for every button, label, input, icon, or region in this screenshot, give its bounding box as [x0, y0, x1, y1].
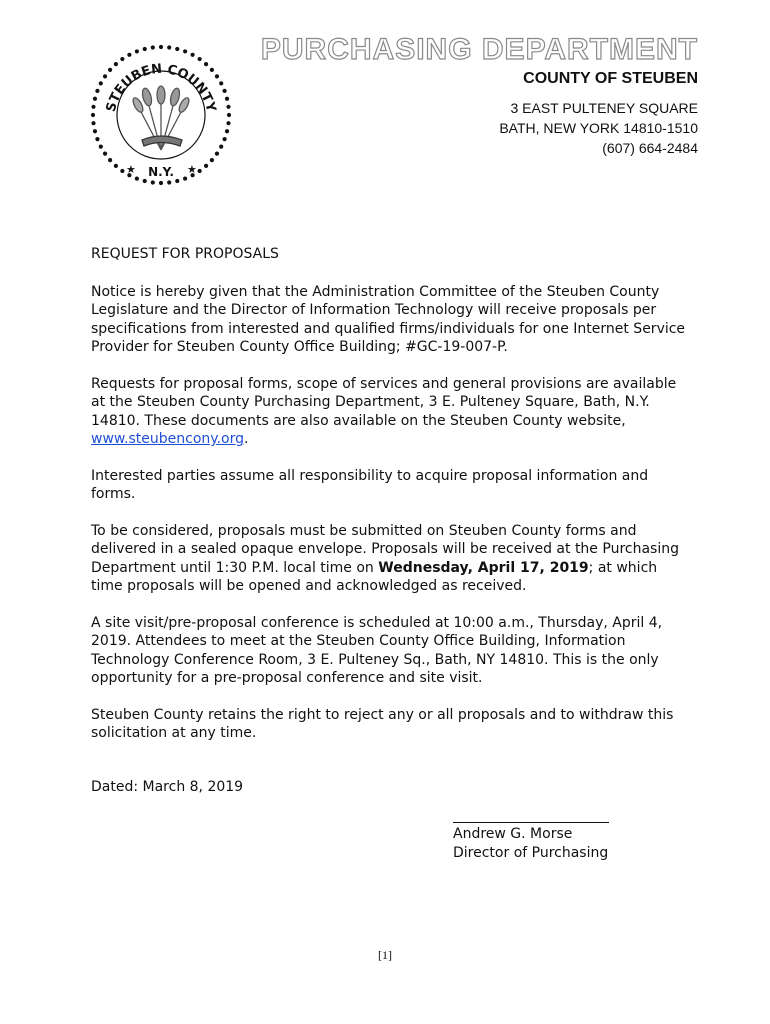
seal-dot [91, 113, 95, 117]
seal-dot [114, 164, 118, 168]
department-title: PURCHASING DEPARTMENT [260, 33, 698, 66]
seal-dot [226, 105, 230, 109]
county-name: COUNTY OF STEUBEN [523, 70, 698, 87]
paragraph-submission-start: To be considered, proposals must be submitted on Steuben County forms and delivered in a sealed opaque envelope. Proposals will be received at the Purchasing Department until 1:30 P.M. local time on [91, 522, 679, 576]
seal-dot [183, 49, 187, 53]
wheat-sheaf-icon [131, 86, 191, 150]
paragraph-submission [91, 522, 691, 596]
document-body [91, 245, 691, 814]
seal-dot [219, 81, 223, 85]
seal-dot [167, 180, 171, 184]
seal-dot [227, 113, 231, 117]
signature-line [453, 822, 609, 823]
seal-dot [93, 129, 97, 133]
document-heading: REQUEST FOR PROPOSALS [91, 246, 279, 262]
seal-dot [99, 81, 103, 85]
signatory-name: Andrew G. Morse [453, 826, 573, 842]
seal-dot [226, 121, 230, 125]
seal-dot [135, 49, 139, 53]
seal-dot [219, 145, 223, 149]
seal-dot [93, 97, 97, 101]
seal-dot [103, 152, 107, 156]
seal-dot [204, 62, 208, 66]
seal-dot [222, 137, 226, 141]
seal-dot [215, 74, 219, 78]
seal-dot [151, 45, 155, 49]
seal-dot [108, 158, 112, 162]
seal-bottom-text: N.Y. [148, 165, 174, 179]
seal-dot [91, 105, 95, 109]
dated-line: Dated: March 8, 2019 [91, 778, 244, 795]
seal-dot [225, 97, 229, 101]
seal-dot [91, 121, 95, 125]
seal-dot [183, 176, 187, 180]
phone-number: (607) 664-2484 [602, 140, 698, 156]
seal-dot [95, 89, 99, 93]
seal-dot [215, 152, 219, 156]
website-link[interactable]: www.steubencony.org [91, 431, 244, 447]
seal-dot [175, 47, 179, 51]
paragraph-requests-text: Requests for proposal forms, scope of services and general provisions are available at the Steuben County Purchasing Department, 3 E. Pulteney Square, Bath, N.Y. 14810. These documents are also available on the Steuben County website, [91, 375, 677, 429]
paragraph-submission-end: ; at which time proposals will be opened and acknowledged as received. [91, 559, 658, 594]
paragraph-rights: Steuben County retains the right to reject any or all proposals and to withdraw this solicitation at any time. [91, 706, 674, 741]
seal-top-text: STEUBEN COUNTY [103, 61, 219, 114]
seal-dot [143, 179, 147, 183]
signatory-title: Director of Purchasing [453, 845, 609, 861]
paragraph-responsibility: Interested parties assume all responsibility to acquire proposal information and forms. [91, 467, 649, 502]
seal-dot [120, 57, 124, 61]
seal-dot [108, 68, 112, 72]
seal-dot [175, 179, 179, 183]
seal-star-icon: ★ [126, 163, 136, 176]
address-line-1: 3 EAST PULTENEY SQUARE [510, 100, 698, 116]
seal-dot [114, 62, 118, 66]
seal-dot [127, 53, 131, 57]
seal-dot [135, 176, 139, 180]
seal-dot [159, 181, 163, 185]
paragraph-site-visit: A site visit/pre-proposal conference is scheduled at 10:00 a.m., Thursday, April 4, 2019. Attendees to meet at the Steuben County Office Building, Information Technology Conference Room, 3 E. Pulteney Sq., Bath, NY 14810. This is the only opportunity for a pre-proposal conference and site visit. [91, 614, 663, 686]
seal-dot [95, 137, 99, 141]
deadline-date: Wednesday, April 17, 2019 [378, 559, 589, 576]
seal-dot [99, 145, 103, 149]
seal-star-icon: ★ [187, 163, 197, 176]
seal-dot [143, 47, 147, 51]
seal-dot [159, 45, 163, 49]
seal-dot [167, 45, 171, 49]
seal-dot [204, 164, 208, 168]
seal-dot [151, 180, 155, 184]
paragraph-notice: Notice is hereby given that the Administration Committee of the Steuben County Legislature and the Director of Information Technology will receive proposals per specifications from interested and qualified firms/individuals for one Internet Service Provider for Steuben County Office Building; #GC-19-007-P. [91, 283, 686, 355]
seal-dot [210, 68, 214, 72]
seal-dot [225, 129, 229, 133]
paragraph-requests [91, 375, 691, 449]
paragraph-requests-end: . [244, 431, 249, 447]
seal-dot [103, 74, 107, 78]
address-line-2: BATH, NEW YORK 14810-1510 [499, 120, 698, 136]
seal-dot [191, 53, 195, 57]
seal-dot [120, 169, 124, 173]
seal-dot [210, 158, 214, 162]
seal-dot [198, 169, 202, 173]
county-seal-logo [86, 40, 236, 190]
page-number: [1] [378, 948, 392, 962]
seal-dot [222, 89, 226, 93]
seal-dot [198, 57, 202, 61]
